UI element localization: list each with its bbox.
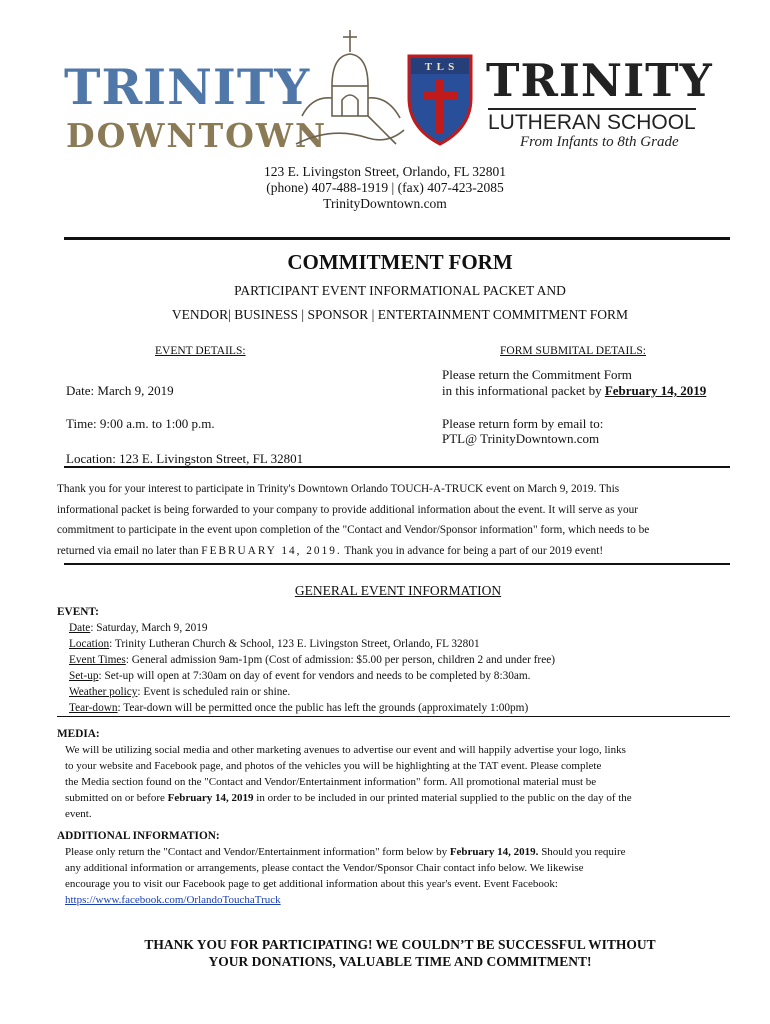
general-info-heading: GENERAL EVENT INFORMATION: [294, 583, 502, 598]
event-date: Date: March 9, 2019: [66, 383, 174, 398]
additional-info-block: ADDITIONAL INFORMATION: Please only return the "Contact and Vendor/Entertainment information" form below by February 14, 2019. Should you require any additional information or arrangements, please contact the Vendor/Sponsor Chair contact info below. We likewise encourage you to visit our Facebook page to get additional information about this year's event. Event Facebook: https://www.facebook.com/OrlandoTouchaTruck: [57, 830, 626, 906]
general-divider: [57, 716, 730, 717]
general-event-times: Event Times: General admission 9am-1pm (Cost of admission: $5.00 per person, children 2 and under free): [69, 654, 555, 666]
thank-you-footer: THANK YOU FOR PARTICIPATING! WE COULDN’T BE SUCCESSFUL WITHOUT YOUR DONATIONS, VALUABLE TIME AND COMMITMENT!: [144, 937, 656, 969]
general-date: Date: Saturday, March 9, 2019: [69, 622, 208, 634]
address-line: 123 E. Livingston Street, Orlando, FL 32801: [263, 164, 507, 179]
trinity-lutheran-tagline: From Infants to 8th Grade: [520, 134, 679, 150]
additional-info-label: ADDITIONAL INFORMATION:: [57, 830, 220, 842]
form-subtitle-2: VENDOR| BUSINESS | SPONSOR | ENTERTAINMENT COMMITMENT FORM: [171, 307, 629, 322]
media-block: MEDIA: We will be utilizing social media and other marketing avenues to advertise our event and will happily advertise your logo, links to your website and Facebook page, and photos of the vehicles you will be highlighting at the TAT event. Please complete the Media section found on the "Contact and Vendor/Entertainment information" form. All promotional material must be submitted on or before February 14, 2019 in order to be included in our printed material supplied to the public on the day of the event.: [57, 728, 632, 820]
event-details-heading: EVENT DETAILS:: [155, 345, 246, 357]
phone-fax-line: (phone) 407-488-1919 | (fax) 407-423-2085: [266, 180, 504, 195]
event-info-block: [57, 604, 555, 716]
facebook-link[interactable]: https://www.facebook.com/OrlandoTouchaTruck: [65, 894, 281, 906]
return-instruction-1: Please return the Commitment Form: [442, 367, 632, 382]
return-deadline: February 14, 2019: [604, 383, 707, 398]
event-label: EVENT:: [57, 606, 99, 618]
email-instruction: Please return form by email to:: [442, 416, 604, 431]
form-title: COMMITMENT FORM: [287, 250, 513, 274]
trinity-lutheran-logo-line2: LUTHERAN SCHOOL: [488, 108, 696, 135]
general-setup: Set-up: Set-up will open at 7:30am on day of event for vendors and needs to be completed by 8:30am.: [69, 670, 531, 682]
form-subtitle-1: PARTICIPANT EVENT INFORMATIONAL PACKET AND: [234, 283, 566, 298]
form-submittal-heading: FORM SUBMITAL DETAILS:: [500, 345, 646, 357]
general-weather-policy: Weather policy: Event is scheduled rain or shine.: [69, 686, 291, 698]
media-label: MEDIA:: [57, 728, 100, 740]
event-time: Time: 9:00 a.m. to 1:00 p.m.: [66, 416, 215, 431]
trinity-downtown-logo-line2: DOWNTOWN: [66, 116, 328, 155]
event-location: Location: 123 E. Livingston Street, FL 32801: [66, 451, 304, 466]
intro-paragraph: Thank you for your interest to participate in Trinity's Downtown Orlando TOUCH-A-TRUCK event on March 9, 2019. This informational packet is being forwarded to your company to provide additional information about the event. It will serve as your commitment to participate in the event upon completion of the "Contact and Vendor/Sponsor information" form, which needs to be returned via email no later than FEBRUARY 14, 2019. Thank you in advance for being a part of our 2019 event!: [57, 483, 650, 557]
header-divider: [64, 237, 730, 240]
general-location: Location: Trinity Lutheran Church & School, 123 E. Livingston Street, Orlando, FL 32801: [69, 638, 480, 650]
details-divider: [64, 466, 730, 468]
website-line: TrinityDowntown.com: [323, 196, 447, 211]
general-teardown: Tear-down: Tear-down will be permitted once the public has left the grounds (approximately 1:00pm): [69, 702, 529, 714]
trinity-downtown-logo-line1: TRINITY: [64, 58, 311, 116]
intro-divider: [64, 563, 730, 565]
return-email: PTL@ TrinityDowntown.com: [442, 431, 600, 446]
trinity-lutheran-logo-line1: TRINITY: [486, 54, 713, 107]
return-instruction-2: in this informational packet by February 14, 2019: [442, 383, 707, 398]
shield-letters: T L S: [424, 61, 456, 73]
church-steeple-illustration: [292, 26, 407, 156]
